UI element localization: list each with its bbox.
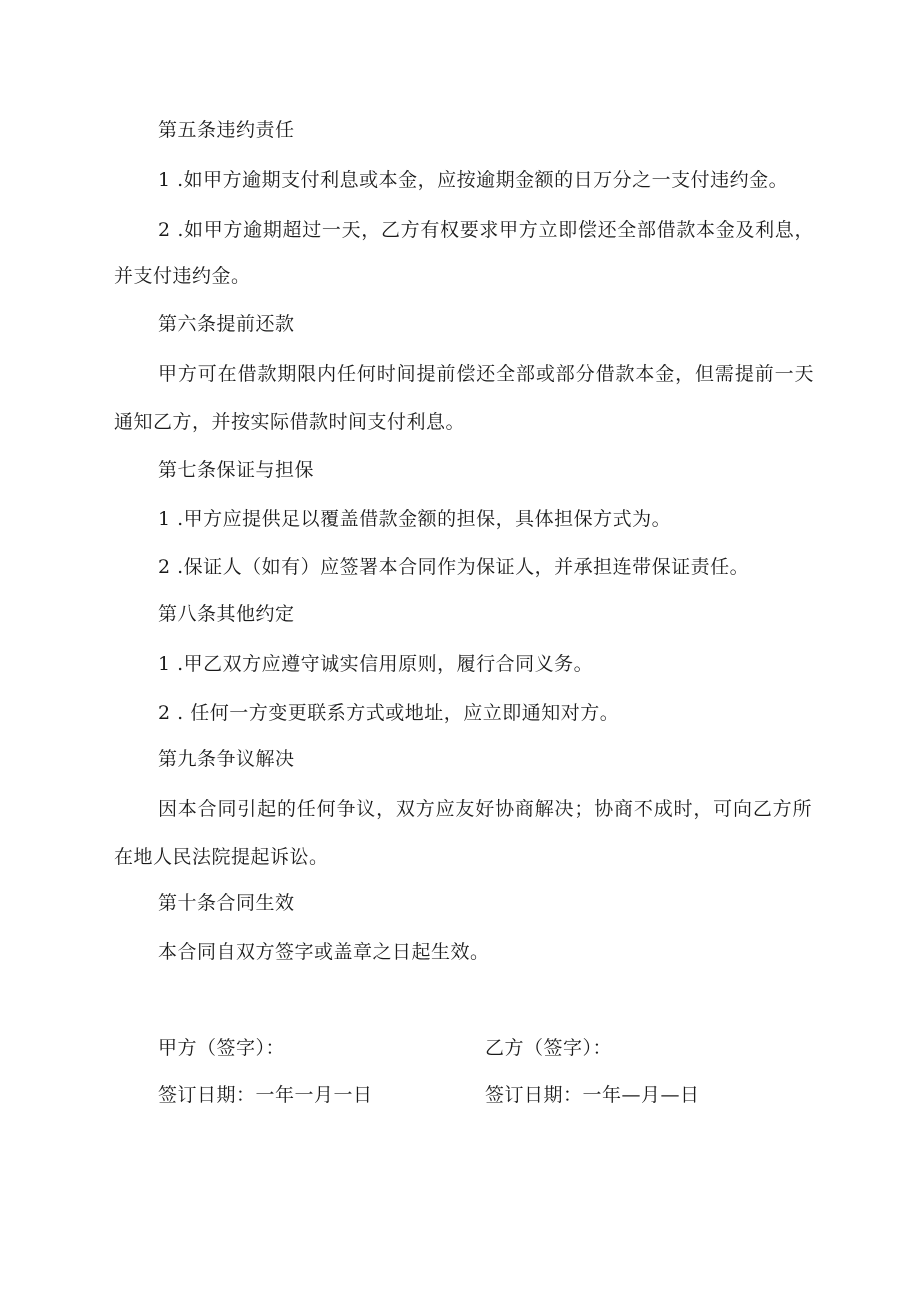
article-7-item-1: 1 .甲方应提供足以覆盖借款金额的担保，具体担保方式为。: [158, 508, 672, 530]
article-6-para-line-1: 甲方可在借款期限内任何时间提前偿还全部或部分借款本金，但需提前一天: [158, 363, 814, 385]
article-9-para-line-2: 在地人民法院提起诉讼。: [114, 846, 329, 868]
party-a-signature-label: 甲方（签字）：: [158, 1037, 286, 1059]
article-8-heading: 第八条其他约定: [158, 603, 295, 625]
article-7-heading: 第七条保证与担保: [158, 459, 315, 481]
article-9-para-line-1: 因本合同引起的任何争议，双方应友好协商解决；协商不成时，可向乙方所: [158, 798, 812, 820]
article-8-item-1: 1 .甲乙双方应遵守诚实信用原则，履行合同义务。: [158, 653, 594, 675]
article-10-heading: 第十条合同生效: [158, 892, 295, 914]
article-5-heading: 第五条违约责任: [158, 119, 295, 141]
article-5-item-1: 1 .如甲方逾期支付利息或本金，应按逾期金额的日万分之一支付违约金。: [158, 169, 789, 191]
article-6-para-line-2: 通知乙方，并按实际借款时间支付利息。: [114, 411, 466, 433]
article-7-item-2: 2 .保证人（如有）应签署本合同作为保证人，并承担连带保证责任。: [158, 556, 750, 578]
article-5-item-2-line-2: 并支付违约金。: [114, 265, 251, 287]
party-b-sign-date: 签订日期：一年—月—日: [485, 1084, 700, 1106]
article-5-item-2-line-1: 2 .如甲方逾期超过一天，乙方有权要求甲方立即偿还全部借款本金及利息，: [158, 219, 814, 241]
party-a-sign-date: 签订日期：一年一月一日: [158, 1084, 373, 1106]
article-8-item-2: 2 . 任何一方变更联系方式或地址，应立即通知对方。: [158, 702, 620, 724]
article-6-heading: 第六条提前还款: [158, 313, 295, 335]
article-10-para: 本合同自双方签字或盖章之日起生效。: [158, 941, 490, 963]
party-b-signature-label: 乙方（签字）：: [485, 1037, 613, 1059]
article-9-heading: 第九条争议解决: [158, 748, 295, 770]
